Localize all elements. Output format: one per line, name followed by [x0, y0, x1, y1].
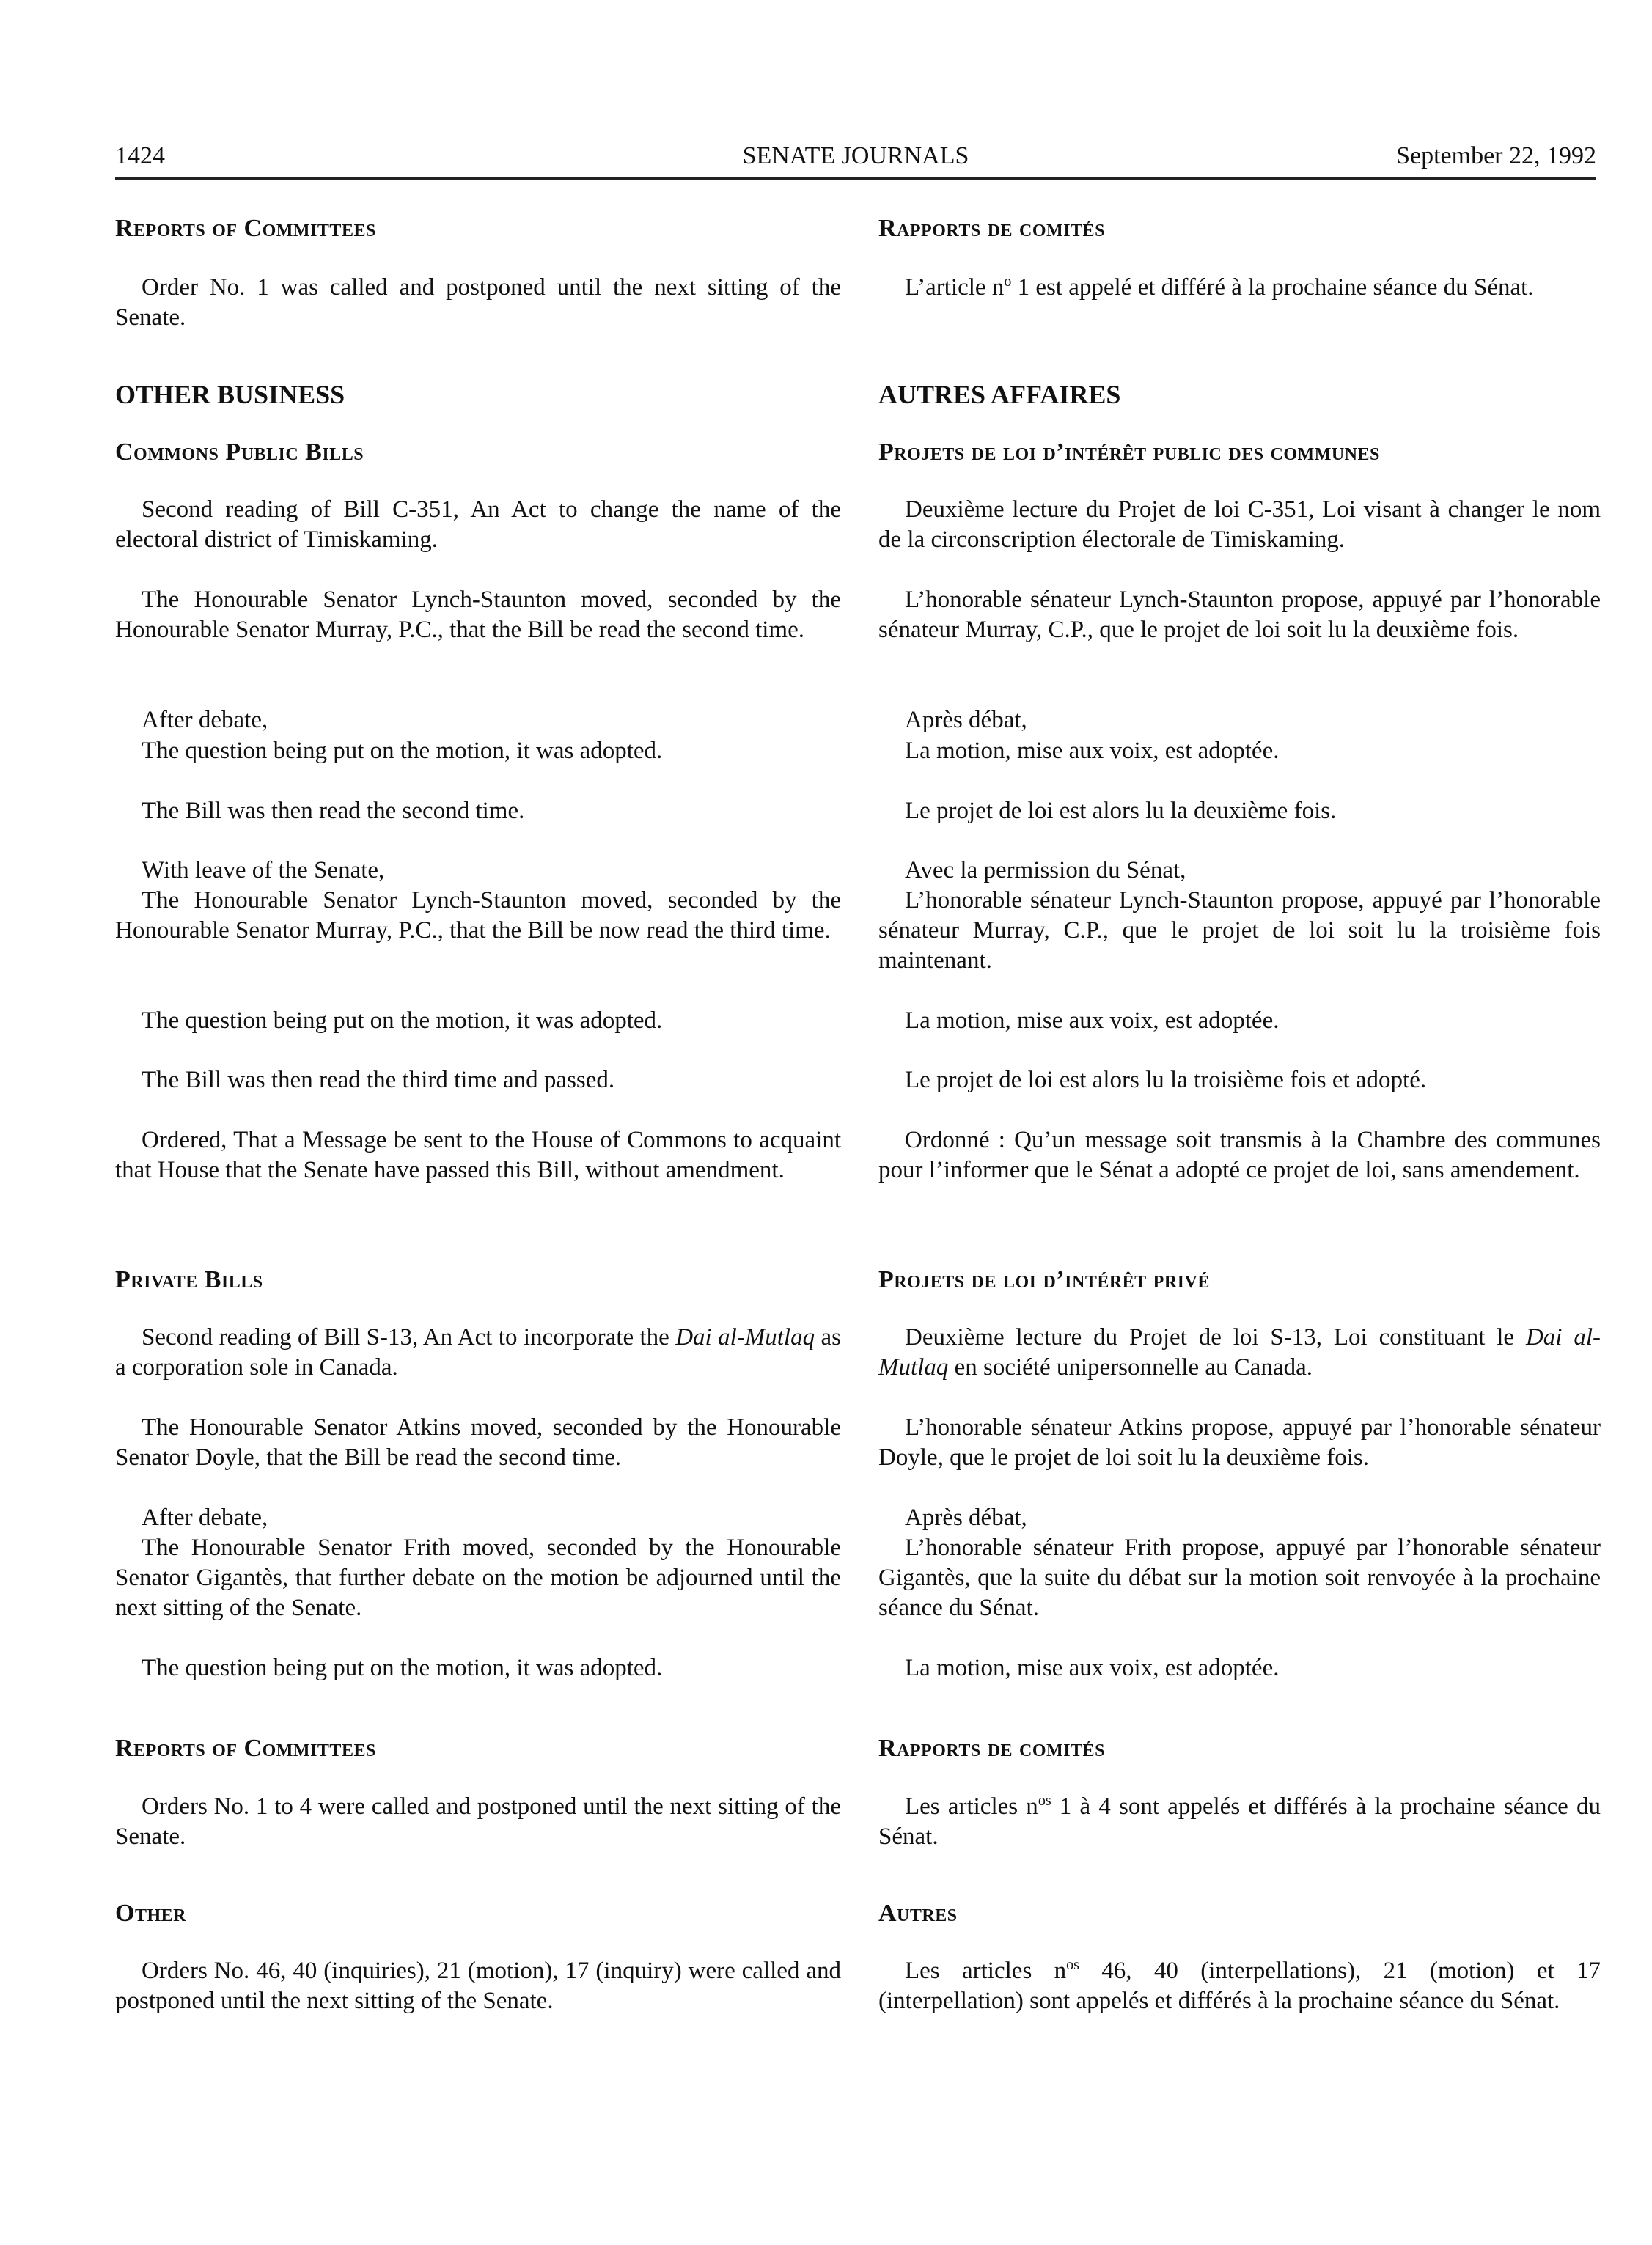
paragraph: Second reading of Bill S-13, An Act to incorporate the Dai al-Mutlaq as a corporation sole in Canada. — [115, 1324, 841, 1381]
paragraph: Les articles $n^{os}$ 46, 40 (interpellations), 21 (motion) et 17 (interpellation) sont appelés et différés à la prochaine séance du Sénat. — [878, 1957, 1601, 2014]
paragraph: Second reading of Bill C-351, An Act to change the name of the electoral district of Timiskaming. — [115, 496, 841, 553]
subsection-heading: Other — [115, 1900, 186, 1927]
paragraph: With leave of the Senate, — [142, 857, 385, 883]
section-heading: AUTRES AFFAIRES — [878, 380, 1121, 409]
paragraph: The Honourable Senator Frith moved, seconded by the Honourable Senator Gigantès, that further debate on the motion be adjourned until the next sitting of the Senate. — [115, 1535, 841, 1621]
paragraph: L’article $n^o$ 1 est appelé et différé à la prochaine séance du Sénat. — [905, 273, 1534, 301]
paragraph: Le projet de loi est alors lu la deuxième fois. — [905, 798, 1337, 824]
paragraph: After debate, — [142, 1504, 268, 1531]
paragraph: After debate, — [142, 707, 268, 733]
reports-heading: Reports of Committees — [115, 215, 376, 242]
page-number: 1424 — [115, 142, 165, 169]
subsection-heading: Projets de loi d’intérêt public des communes — [878, 438, 1380, 466]
reports-heading: Reports of Committees — [115, 1735, 376, 1762]
paragraph: Ordonné : Qu’un message soit transmis à la Chambre des communes pour l’informer que le Sénat a adopté ce projet de loi, sans amendement. — [878, 1127, 1601, 1183]
paragraph: Deuxième lecture du Projet de loi S-13, Loi constituant le Dai al-Mutlaq en société unipersonnelle au Canada. — [878, 1324, 1601, 1381]
paragraph: Order No. 1 was called and postponed until the next sitting of the Senate. — [115, 274, 841, 331]
reports-heading: Rapports de comités — [878, 215, 1105, 242]
paragraph: The Bill was then read the third time and passed. — [142, 1067, 615, 1093]
journal-title: SENATE JOURNALS — [742, 142, 969, 169]
paragraph: L’honorable sénateur Lynch-Staunton propose, appuyé par l’honorable sénateur Murray, C.P., que le projet de loi soit lu la troisième fois maintenant. — [878, 887, 1601, 974]
reports-heading: Rapports de comités — [878, 1735, 1105, 1762]
paragraph: The Bill was then read the second time. — [142, 798, 525, 824]
paragraph: Après débat, — [905, 707, 1027, 733]
paragraph: L’honorable sénateur Lynch-Staunton propose, appuyé par l’honorable sénateur Murray, C.P., que le projet de loi soit lu la deuxième fois. — [878, 587, 1601, 643]
paragraph: The Honourable Senator Lynch-Staunton moved, seconded by the Honourable Senator Murray, P.C., that the Bill be read the second time. — [115, 587, 841, 643]
page-header — [115, 139, 1596, 180]
paragraph: L’honorable sénateur Frith propose, appuyé par l’honorable sénateur Gigantès, que la suite du débat sur la motion soit renvoyée à la prochaine séance du Sénat. — [878, 1535, 1601, 1621]
subsection-heading: Private Bills — [115, 1266, 263, 1293]
paragraph: Orders No. 1 to 4 were called and postponed until the next sitting of the Senate. — [115, 1793, 841, 1850]
section-heading: OTHER BUSINESS — [115, 380, 345, 409]
paragraph: La motion, mise aux voix, est adoptée. — [905, 1655, 1280, 1681]
paragraph: The question being put on the motion, it was adopted. — [142, 1655, 663, 1681]
paragraph: Avec la permission du Sénat, — [905, 857, 1186, 883]
paragraph: The question being put on the motion, it was adopted. — [142, 1007, 663, 1034]
paragraph: Les articles $n^{os}$ 1 à 4 sont appelés et différés à la prochaine séance du Sénat. — [878, 1793, 1601, 1850]
paragraph: The Honourable Senator Atkins moved, seconded by the Honourable Senator Doyle, that the Bill be read the second time. — [115, 1414, 841, 1471]
paragraph: L’honorable sénateur Atkins propose, appuyé par l’honorable sénateur Doyle, que le projet de loi soit lu la deuxième fois. — [878, 1414, 1601, 1471]
paragraph: La motion, mise aux voix, est adoptée. — [905, 738, 1280, 764]
paragraph: Ordered, That a Message be sent to the House of Commons to acquaint that House that the Senate have passed this Bill, without amendment. — [115, 1127, 841, 1183]
journal-date: September 22, 1992 — [1396, 142, 1596, 169]
paragraph: Deuxième lecture du Projet de loi C-351, Loi visant à changer le nom de la circonscription électorale de Timiskaming. — [878, 496, 1601, 553]
paragraph: La motion, mise aux voix, est adoptée. — [905, 1007, 1280, 1034]
paragraph: Orders No. 46, 40 (inquiries), 21 (motion), 17 (inquiry) were called and postponed until the next sitting of the Senate. — [115, 1958, 841, 2014]
paragraph: The question being put on the motion, it was adopted. — [142, 738, 663, 764]
paragraph: Le projet de loi est alors lu la troisième fois et adopté. — [905, 1067, 1427, 1093]
paragraph: Après débat, — [905, 1504, 1027, 1531]
subsection-heading: Commons Public Bills — [115, 438, 364, 466]
subsection-heading: Projets de loi d’intérêt privé — [878, 1266, 1210, 1293]
subsection-heading: Autres — [878, 1900, 958, 1927]
paragraph: The Honourable Senator Lynch-Staunton moved, seconded by the Honourable Senator Murray, P.C., that the Bill be now read the third time. — [115, 887, 841, 944]
